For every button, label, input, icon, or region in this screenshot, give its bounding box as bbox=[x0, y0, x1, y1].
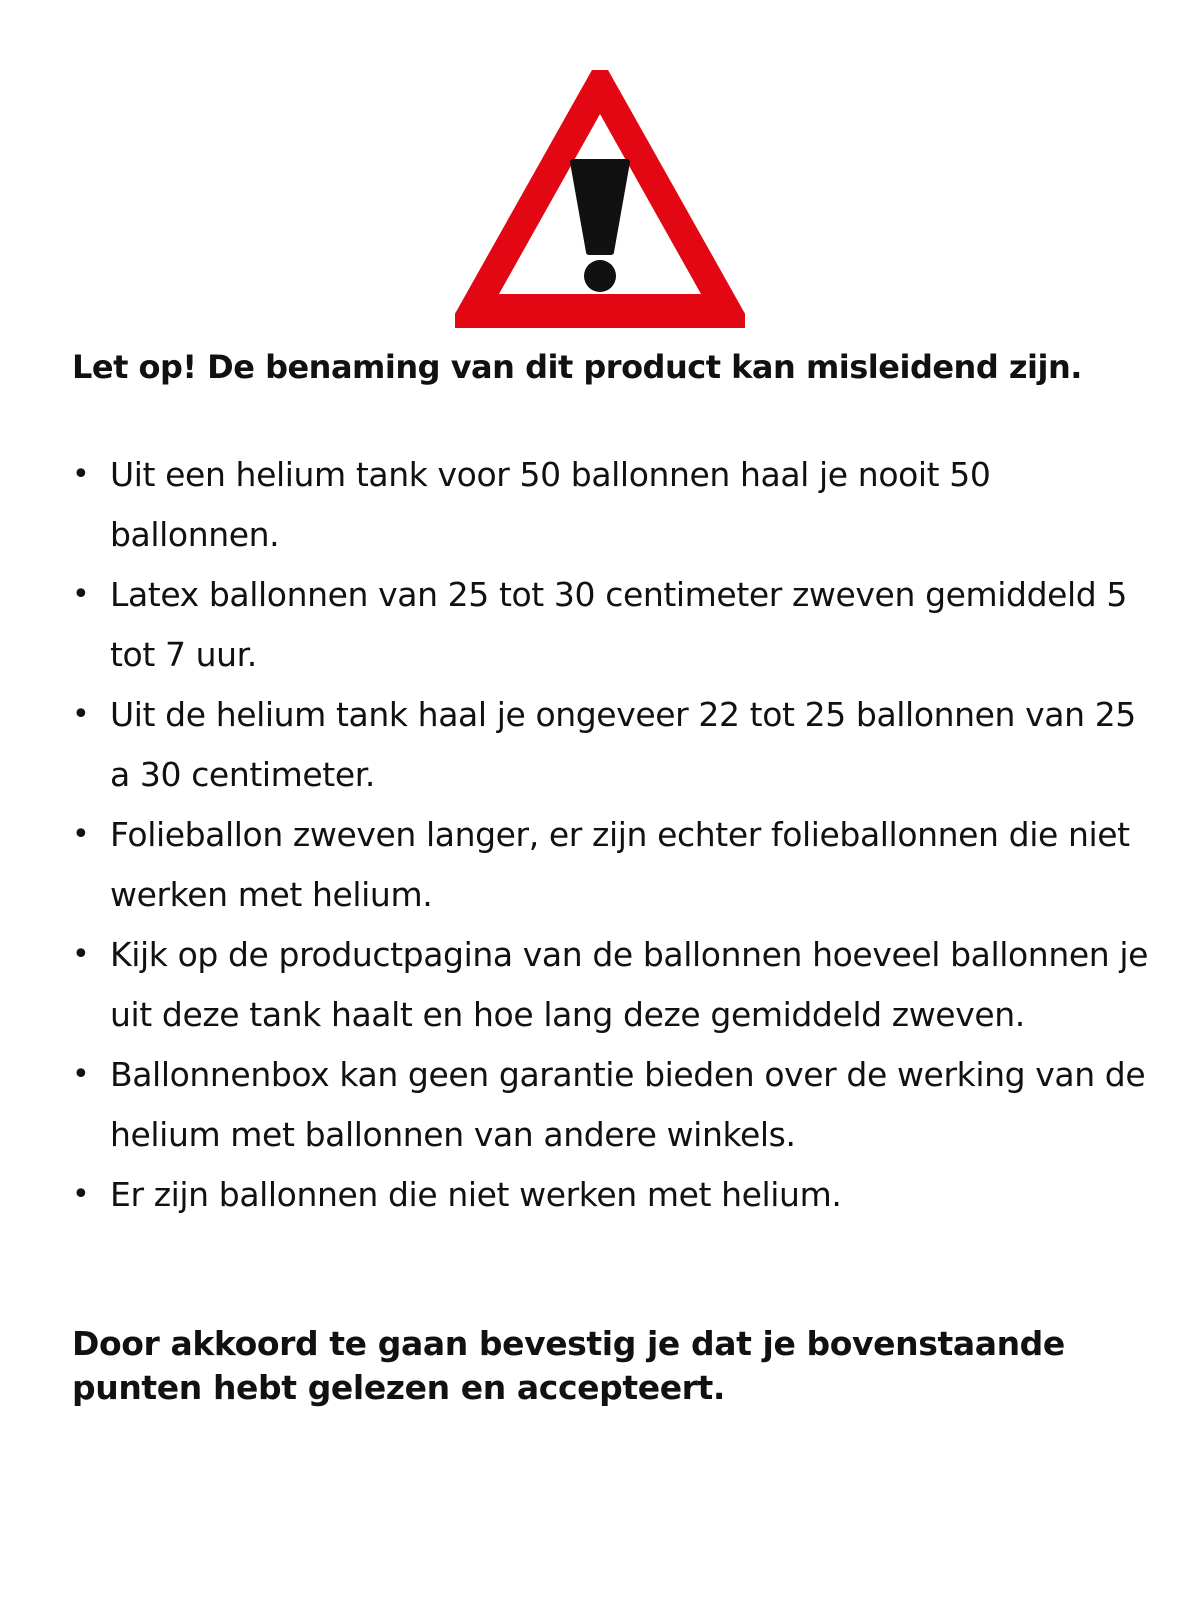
list-item-text: Uit een helium tank voor 50 ballonnen haal je nooit 50 ballonnen. bbox=[110, 455, 991, 554]
list-item bbox=[72, 565, 1152, 685]
acceptance-statement: Door akkoord te gaan bevestig je dat je bovenstaande punten hebt gelezen en accepteert. bbox=[72, 1324, 1065, 1407]
bullet-icon: • bbox=[72, 1177, 90, 1212]
bullet-icon: • bbox=[72, 817, 90, 852]
rules-list bbox=[72, 445, 1152, 1225]
list-item bbox=[72, 685, 1152, 805]
list-item-text: Latex ballonnen van 25 tot 30 centimeter zweven gemiddeld 5 tot 7 uur. bbox=[110, 575, 1128, 674]
list-item-text: Kijk op de productpagina van de ballonnen hoeveel ballonnen je uit deze tank haalt en hoe lang deze gemiddeld zweven. bbox=[110, 935, 1149, 1034]
list-item-text: Folieballon zweven langer, er zijn echter folieballonnen die niet werken met helium. bbox=[110, 815, 1130, 914]
bullet-icon: • bbox=[72, 1057, 90, 1092]
list-item-text: Er zijn ballonnen die niet werken met helium. bbox=[110, 1175, 842, 1214]
list-item bbox=[72, 805, 1152, 925]
list-item-text: Uit de helium tank haal je ongeveer 22 tot 25 ballonnen van 25 a 30 centimeter. bbox=[110, 695, 1136, 794]
warning-heading: Let op! De benaming van dit product kan misleidend zijn. bbox=[72, 348, 1082, 386]
list-item bbox=[72, 1045, 1152, 1165]
warning-icon bbox=[455, 70, 745, 328]
list-item bbox=[72, 1165, 1152, 1225]
list-item bbox=[72, 925, 1152, 1045]
bullet-icon: • bbox=[72, 937, 90, 972]
bullet-icon: • bbox=[72, 577, 90, 612]
bullet-icon: • bbox=[72, 697, 90, 732]
list-item bbox=[72, 445, 1152, 565]
list-item-text: Ballonnenbox kan geen garantie bieden over de werking van de helium met ballonnen van andere winkels. bbox=[110, 1055, 1146, 1154]
exclamation-mark-dot bbox=[584, 260, 616, 292]
bullet-icon: • bbox=[72, 457, 90, 492]
